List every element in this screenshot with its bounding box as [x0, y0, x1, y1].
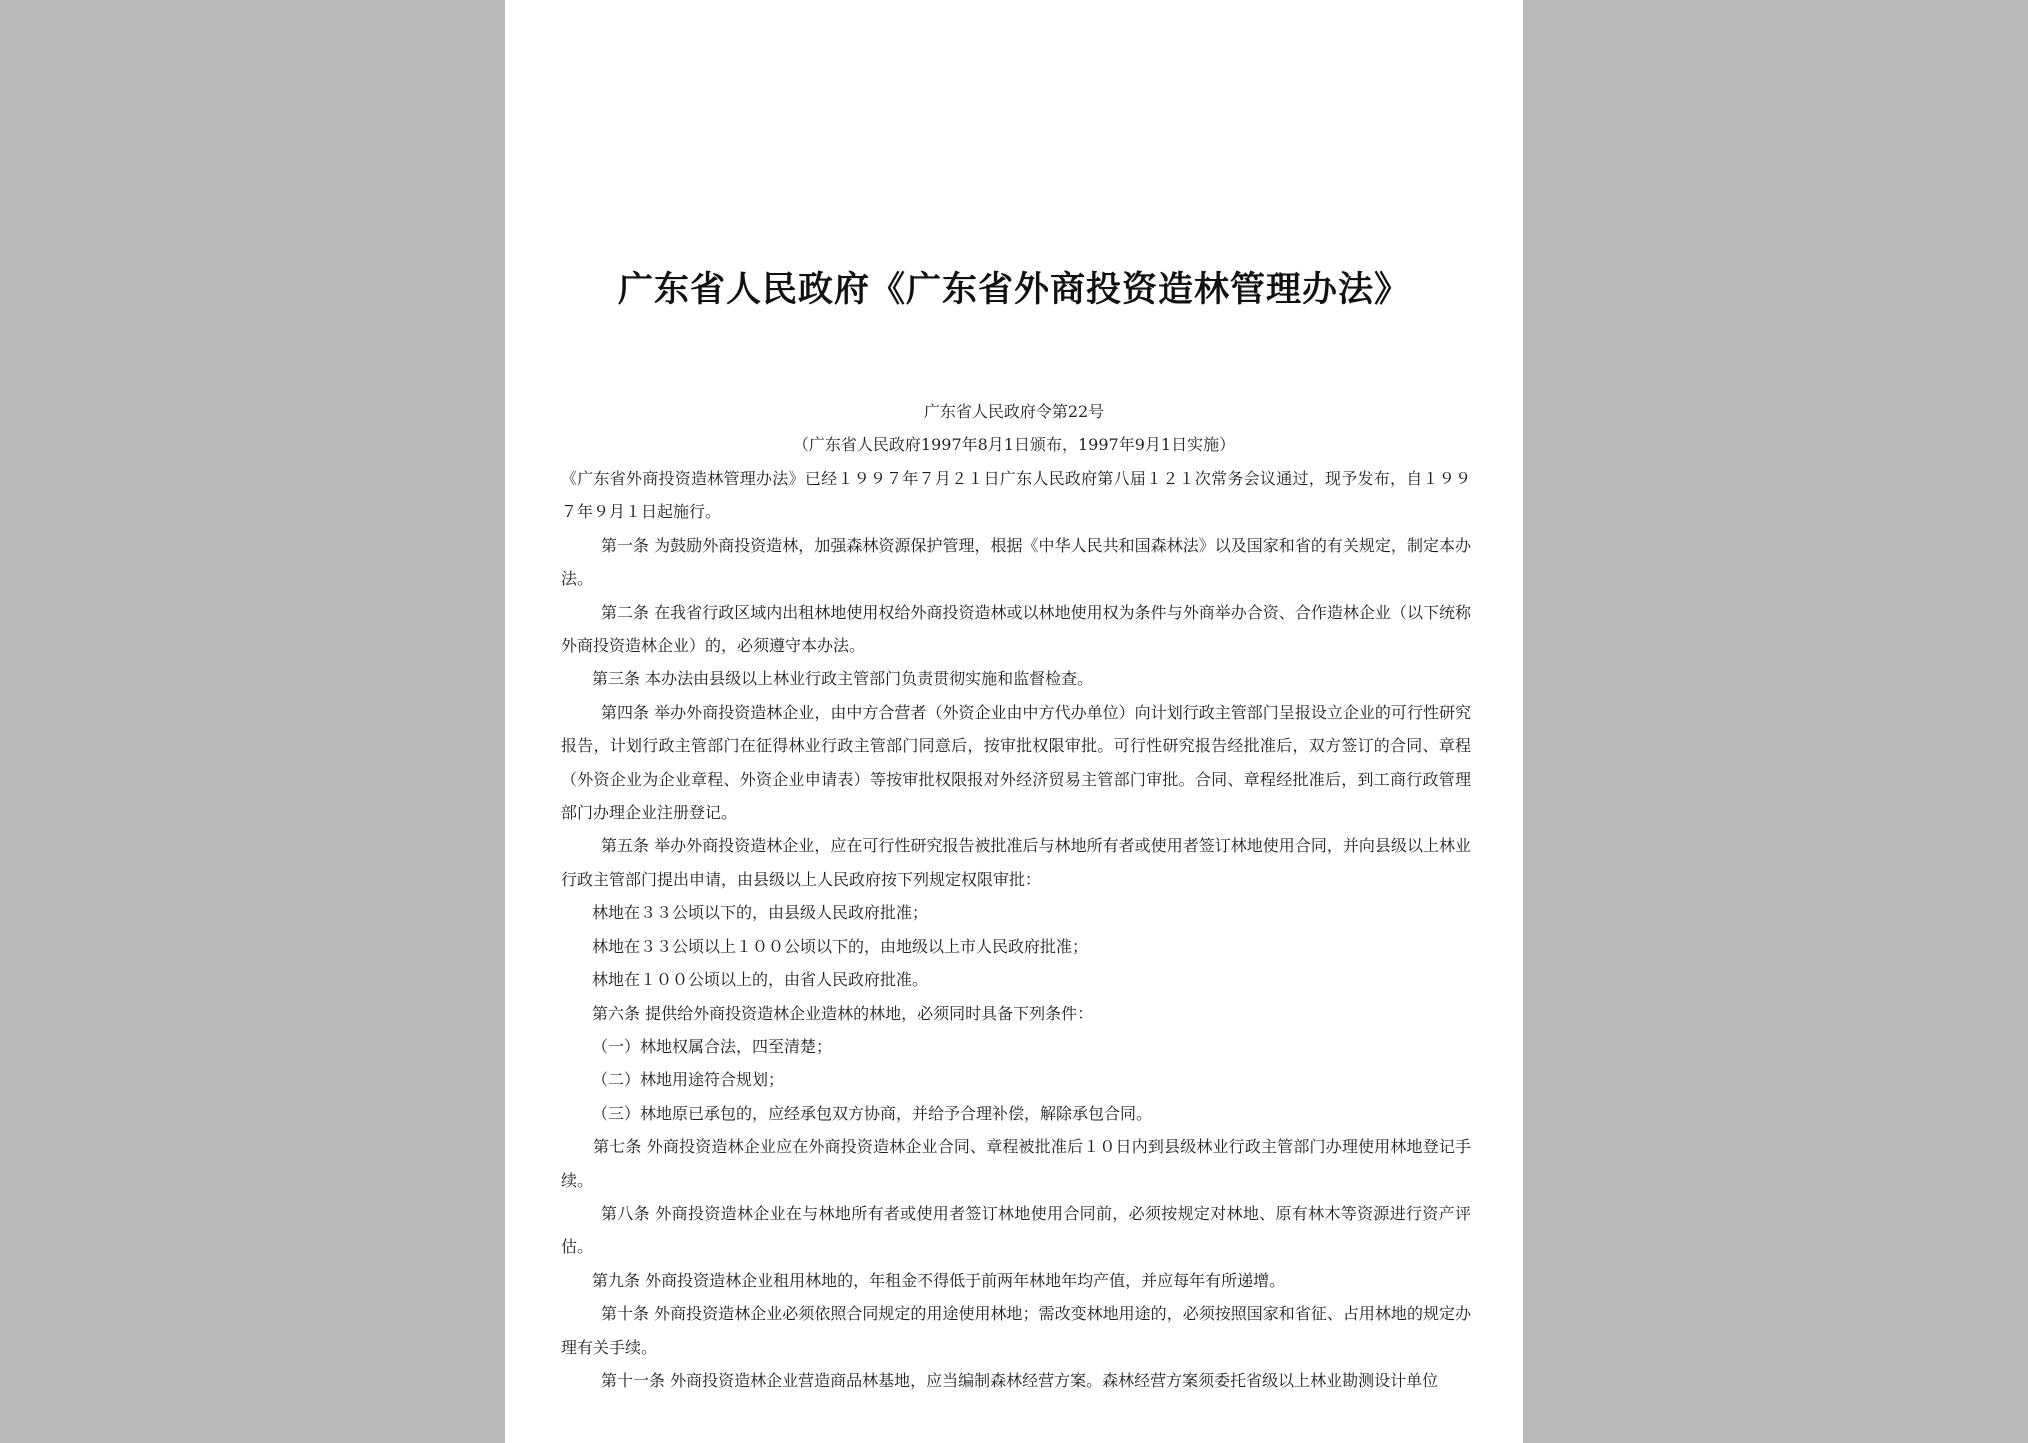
article-9: 第九条 外商投资造林企业租用林地的，年租金不得低于前两年林地年均产值，并应每年有所递增。 — [592, 1270, 1286, 1290]
article-8: 第八条 外商投资造林企业在与林地所有者或使用者签订林地使用合同前，必须按规定对林地、原有林木等资源进行资产评估。 — [561, 1203, 1471, 1257]
article-6-condition-1: （一）林地权属合法，四至清楚； — [592, 1036, 833, 1056]
article-6: 第六条 提供给外商投资造林企业造林的林地，必须同时具备下列条件： — [592, 1003, 1094, 1023]
order-number: 广东省人民政府令第22号 — [923, 402, 1105, 421]
article-5: 第五条 举办外商投资造林企业，应在可行性研究报告被批准后与林地所有者或使用者签订林地使用合同，并向县级以上林业行政主管部门提出申请，由县级以上人民政府按下列规定权限审批： — [561, 836, 1471, 889]
article-5-item-3: 林地在１００公顷以上的，由省人民政府批准。 — [592, 970, 929, 990]
article-1: 第一条 为鼓励外商投资造林，加强森林资源保护管理，根据《中华人民共和国森林法》以及国家和省的有关规定，制定本办法。 — [561, 535, 1471, 589]
issuance-note: （广东省人民政府1997年8月1日颁布，1997年9月1日实施） — [792, 435, 1236, 454]
article-4: 第四条 举办外商投资造林企业，由中方合营者（外资企业由中方代办单位）向计划行政主管部门呈报设立企业的可行性研究报告，计划行政主管部门在征得林业行政主管部门同意后，按审批权限审批。可行性研究报告经批准后，双方签订的合同、章程（外资企业为企业章程、外资企业申请表）等按审批权限报对外经济贸易主管部门审批。合同、章程经批准后，到工商行政管理部门办理企业注册登记。 — [561, 702, 1471, 823]
article-11: 第十一条 外商投资造林企业营造商品林基地，应当编制森林经营方案。森林经营方案须委托省级以上林业勘测设计单位 — [601, 1370, 1439, 1390]
article-2: 第二条 在我省行政区域内出租林地使用权给外商投资造林或以林地使用权为条件与外商举办合资、合作造林企业（以下统称外商投资造林企业）的，必须遵守本办法。 — [561, 602, 1471, 656]
preamble-paragraph: 《广东省外商投资造林管理办法》已经１９９７年７月２１日广东人民政府第八届１２１次常务会议通过，现予发布，自１９９７年９月１日起施行。 — [561, 469, 1471, 522]
article-3: 第三条 本办法由县级以上林业行政主管部门负责贯彻实施和监督检查。 — [592, 669, 1094, 689]
article-7: 第七条 外商投资造林企业应在外商投资造林企业合同、章程被批准后１０日内到县级林业行政主管部门办理使用林地登记手续。 — [561, 1137, 1471, 1190]
article-5-item-1: 林地在３３公顷以下的，由县级人民政府批准； — [592, 903, 929, 923]
article-5-item-2: 林地在３３公顷以上１００公顷以下的，由地级以上市人民政府批准； — [592, 936, 1089, 956]
document-body — [561, 462, 1471, 1397]
article-6-condition-2: （二）林地用途符合规划； — [592, 1070, 785, 1090]
document-page — [505, 0, 1523, 1443]
article-10: 第十条 外商投资造林企业必须依照合同规定的用途使用林地；需改变林地用途的，必须按照国家和省征、占用林地的规定办理有关手续。 — [561, 1304, 1471, 1357]
document-title: 广东省人民政府《广东省外商投资造林管理办法》 — [617, 269, 1410, 310]
article-6-condition-3: （三）林地原已承包的，应经承包双方协商，并给予合理补偿，解除承包合同。 — [592, 1103, 1153, 1123]
